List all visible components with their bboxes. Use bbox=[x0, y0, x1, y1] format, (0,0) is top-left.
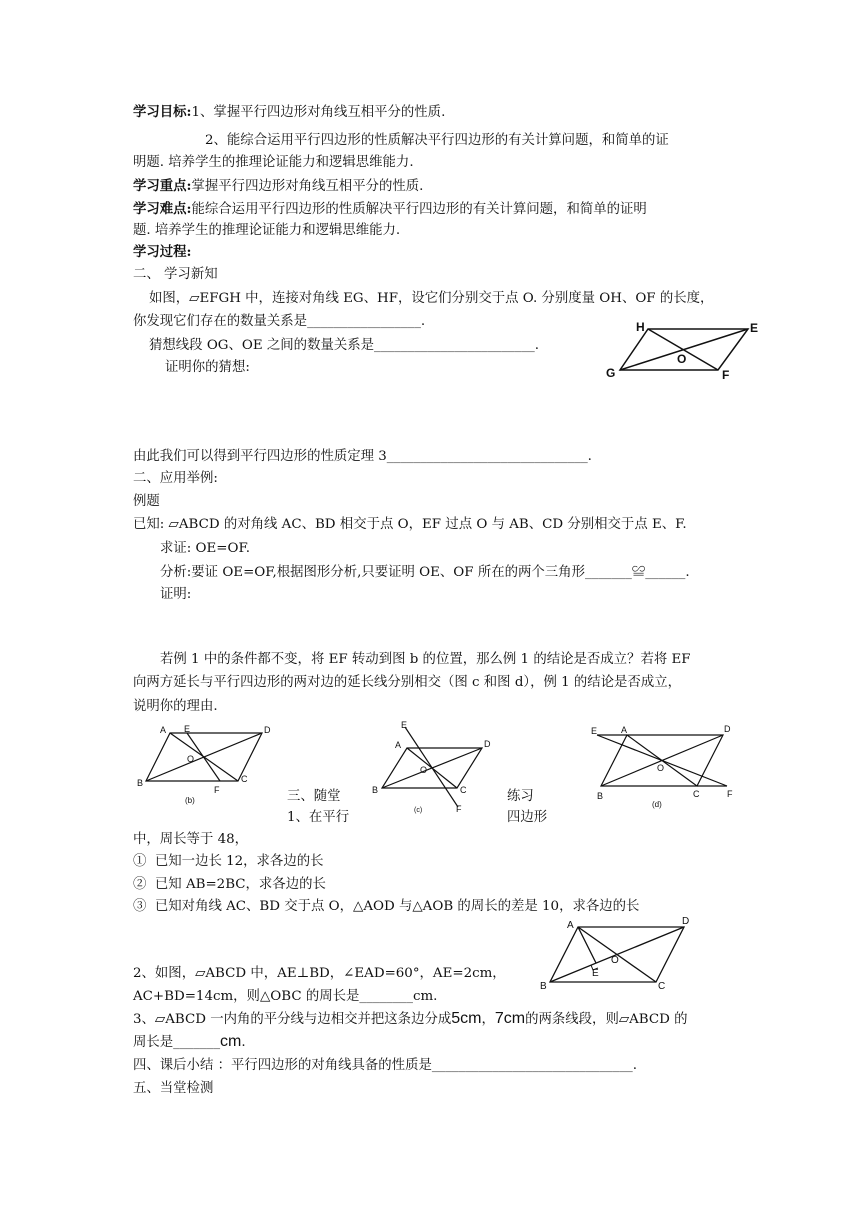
q3-text-b: 的两条线段，则▱ABCD 的 bbox=[525, 1012, 688, 1027]
section-new-p4: 由此我们可以得到平行四边形的性质定理 3______________________________. bbox=[133, 449, 592, 464]
figure-d bbox=[585, 718, 745, 813]
figure-b bbox=[130, 720, 280, 810]
efgh-label-g: G bbox=[606, 366, 616, 380]
figure-q2 bbox=[534, 914, 704, 994]
objective-2: 2、能综合运用平行四边形的性质解决平行四边形的有关计算问题，和简单的证 bbox=[205, 133, 669, 148]
q2-label-c: C bbox=[658, 981, 666, 992]
practice-item-2-text: 已知 AB=2BC，求各边的长 bbox=[154, 877, 326, 892]
fig-d-label-a: A bbox=[621, 725, 628, 735]
fig-d-label-f: F bbox=[727, 789, 733, 799]
practice-q3-line2 bbox=[133, 1032, 246, 1052]
efgh-label-e: E bbox=[750, 321, 759, 335]
q2-label-a: A bbox=[567, 920, 574, 931]
fig-b-caption: (b) bbox=[185, 796, 195, 805]
fig-b-label-d: D bbox=[264, 725, 271, 735]
extension-q1: 若例 1 中的条件都不变，将 EF 转动到图 b 的位置，那么例 1 的结论是否成立？若将 EF bbox=[160, 652, 691, 667]
practice-item-1-num: ① bbox=[133, 854, 147, 869]
fig-d-label-o: O bbox=[657, 763, 665, 773]
section-new-p1: 如图，▱EFGH 中，连接对角线 EG、HF，设它们分别交于点 O. 分别度量 OH、OF 的长度， bbox=[149, 291, 714, 306]
figure-efgh bbox=[598, 316, 774, 382]
fig-d-label-c: C bbox=[693, 789, 700, 799]
process-label: 学习过程: bbox=[133, 244, 192, 260]
section-new-p1-cont: 你发现它们存在的数量关系是_________________. bbox=[133, 314, 426, 329]
key-point-line bbox=[133, 177, 423, 196]
practice-heading-a: 三、随堂 bbox=[287, 789, 341, 804]
q2-label-b: B bbox=[540, 981, 547, 992]
fig-c-label-b: B bbox=[372, 785, 379, 795]
figure-c bbox=[365, 718, 500, 823]
practice-line2: 中，周长等于 48， bbox=[133, 832, 249, 847]
practice-line1-a: 1、在平行 bbox=[287, 810, 350, 825]
q3-comma: ， bbox=[481, 1012, 495, 1027]
extension-q2: 向两方延长与平行四边形的两对边的延长线分别相交（图 c 和图 d），例 1 的结论是否成立， bbox=[133, 675, 682, 690]
fig-c-label-c: C bbox=[460, 785, 467, 795]
extension-q3: 说明你的理由. bbox=[133, 699, 218, 714]
section-new-heading: 二、 学习新知 bbox=[133, 267, 218, 282]
fig-d-caption: (d) bbox=[652, 800, 662, 809]
efgh-label-o: O bbox=[677, 352, 687, 366]
practice-item-2 bbox=[133, 875, 326, 894]
q3-period: . bbox=[241, 1035, 246, 1050]
practice-q2-line1: 2、如图，▱ABCD 中，AE⊥BD，∠EAD=60°，AE=2cm， bbox=[133, 966, 506, 981]
q3-value-5cm: 5cm bbox=[451, 1010, 482, 1027]
fig-d-label-e: E bbox=[591, 726, 598, 736]
fig-b-label-a: A bbox=[160, 725, 167, 735]
q2-label-e: E bbox=[592, 968, 599, 979]
practice-item-1-text: 已知一边长 12，求各边的长 bbox=[154, 854, 324, 869]
fig-d-label-b: B bbox=[597, 791, 604, 801]
fig-b-label-f: F bbox=[214, 785, 220, 795]
summary-line: 四、课后小结 ：平行四边形的对角线具备的性质是______________________________. bbox=[133, 1058, 637, 1073]
section-new-p3: 证明你的猜想: bbox=[165, 360, 250, 375]
practice-item-3-num: ③ bbox=[133, 899, 147, 914]
fig-b-label-b: B bbox=[137, 778, 144, 788]
q3-perimeter: 周长是_______ bbox=[133, 1035, 221, 1050]
fig-c-label-d: D bbox=[484, 739, 491, 749]
efgh-label-h: H bbox=[636, 320, 645, 334]
example-given: 已知: ▱ABCD 的对角线 AC、BD 相交于点 O，EF 过点 O 与 AB、CD 分别相交于点 E、F. bbox=[133, 517, 687, 532]
q2-label-o: O bbox=[611, 955, 619, 966]
practice-q2-line2: AC+BD=14cm，则△OBC 的周长是________cm. bbox=[133, 989, 438, 1004]
practice-item-3-text: 已知对角线 AC、BD 交于点 O，△AOD 与△AOB 的周长的差是 10，求各边的长 bbox=[154, 899, 640, 914]
q2-label-d: D bbox=[682, 916, 690, 927]
objective-1: 1、掌握平行四边形对角线互相平分的性质. bbox=[191, 105, 446, 120]
practice-item-2-num: ② bbox=[133, 877, 147, 892]
fig-c-label-f: F bbox=[456, 804, 462, 814]
fig-b-label-e: E bbox=[184, 724, 191, 734]
key-point-text: 掌握平行四边形对角线互相平分的性质. bbox=[191, 179, 424, 194]
q3-text-a: 3、▱ABCD 一内角的平分线与边相交并把这条边分成 bbox=[133, 1012, 452, 1027]
fig-c-label-e: E bbox=[401, 720, 408, 730]
fig-d-label-d: D bbox=[724, 724, 731, 734]
example-label: 例题 bbox=[133, 494, 160, 509]
q3-unit: cm bbox=[220, 1033, 242, 1050]
fig-b-label-o: O bbox=[187, 754, 195, 764]
fig-b-label-c: C bbox=[241, 774, 248, 784]
objectives-label: 学习目标: bbox=[133, 104, 192, 120]
section-apply-heading: 二、应用举例: bbox=[133, 471, 218, 486]
key-point-label: 学习重点: bbox=[133, 178, 192, 194]
difficulty-line bbox=[133, 200, 647, 219]
fig-c-caption: (c) bbox=[414, 807, 423, 814]
example-prove: 求证: OE=OF. bbox=[160, 541, 250, 556]
check-heading: 五、当堂检测 bbox=[133, 1081, 214, 1096]
practice-q3-line1 bbox=[133, 1009, 688, 1029]
difficulty-text: 能综合运用平行四边形的性质解决平行四边形的有关计算问题，和简单的证明 bbox=[191, 202, 647, 217]
section-new-p2: 猜想线段 OG、OE 之间的数量关系是________________________. bbox=[149, 338, 539, 353]
difficulty-label: 学习难点: bbox=[133, 201, 192, 217]
fig-c-label-a: A bbox=[395, 740, 402, 750]
objective-2-cont: 明题. 培养学生的推理论证能力和逻辑思维能力. bbox=[133, 155, 414, 170]
objectives-line-1 bbox=[133, 103, 445, 122]
efgh-label-f: F bbox=[722, 368, 730, 382]
q3-value-7cm: 7cm bbox=[494, 1010, 526, 1027]
fig-c-label-o: O bbox=[420, 765, 428, 775]
practice-line1-b: 四边形 bbox=[507, 810, 548, 825]
practice-item-1 bbox=[133, 852, 324, 871]
difficulty-cont: 题. 培养学生的推理论证能力和逻辑思维能力. bbox=[133, 223, 401, 238]
example-proof: 证明: bbox=[160, 587, 192, 602]
example-analysis: 分析:要证 OE=OF,根据图形分析,只要证明 OE、OF 所在的两个三角形_______≌______. bbox=[160, 565, 690, 580]
practice-heading-b: 练习 bbox=[507, 789, 534, 804]
